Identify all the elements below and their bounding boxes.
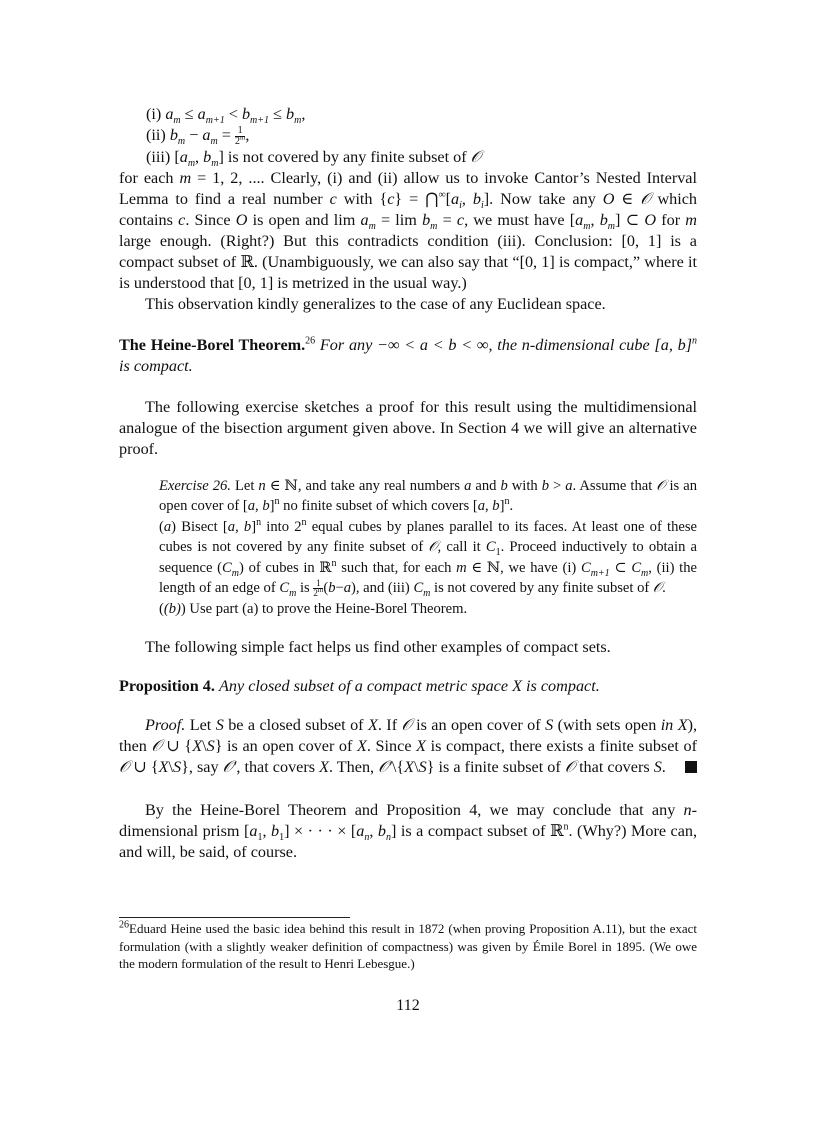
footnote-26 [119,920,697,973]
footnote-rule [119,917,350,918]
part-b-label: (b) [163,600,181,617]
exercise-label: Exercise 26. [159,477,231,494]
heine-borel-theorem: The Heine-Borel Theorem.$^{26}$ For any −∞ < a < b < ∞, the n-dimensional cube [a, b]$^n$ is compact. [119,335,698,375]
footnote-text: Eduard Heine used the basic idea behind this result in 1872 (when proving Proposition A.11), but the exact formulation (with a slightly weaker definition of compactness) was given by Émile Borel in 1895. (We owe the modern formulation of the result to Henri Lebesgue.) [119,921,697,971]
proposition-title: Proposition 4. [119,677,215,696]
proof-paragraph: Proof. Let S be a closed subset of X. If 𝒪 is an open cover of S (with sets open in X), then 𝒪 ∪ {X\S} is an open cover of X. Since X is compact, there exists a finite subset of 𝒪 ∪ {X\S}, say 𝒪′, that covers X. Then, 𝒪′\{X\S} is a finite subset of 𝒪 that covers S. [119,716,698,777]
conclusion-paragraph: By the Heine-Borel Theorem and Proposition 4, we may conclude that any n-dimensional prism [$a_1$, $b_1$] × · · · × [$a_n$, $b_n$] is a compact subset of ℝ$^n$. (Why?) More can, and will, be said, of course. [119,801,698,862]
qed-square-icon [685,761,697,773]
part-b-text: Use part (a) to prove the Heine-Borel Theorem. [189,600,468,617]
footnote-number: 26 [119,919,129,931]
exercise-intro-paragraph: The following exercise sketches a proof for this result using the multidimensional analogue of the bisection argument given above. In Section 4 we will give an alternative proof. [119,397,697,458]
exercise-26: Exercise 26. Let n ∈ ℕ, and take any real numbers a and b with b > a. Assume that 𝒪 is an open cover of [a, b]$^n$ no finite subset of which covers [a, b]$^n$. (a) Bisect [a, b]$^n$ into 2$^n$ equal cubes by planes parallel to its faces. At least one of these cubes is not covered by any finite subset of 𝒪, call it $C_1$. Proceed inductively to obtain a sequence $(C_m)$ of cubes in ℝ$^n$ such that, for each m ∈ ℕ, we have (i) $C_{m+1}$ ⊂ $C_m$, (ii) the length of an edge of $C_m$ is $\frac{1}{2^m}$ (b−a), and (iii) $C_m$ is not covered by any finite subset of 𝒪. ((b)) Use part (a) to prove the Heine-Borel Theorem. [159,477,698,617]
condition-iii: (iii) [$a_m$, $b_m$] is not covered by any finite subset of 𝒪 [146,147,481,170]
condition-i: (i) $a_m \le a_{m+1} < b_{m+1} \le b_m$, [146,105,306,127]
proof-label: Proof. [145,716,186,735]
nested-interval-paragraph: for each m = 1, 2, .... Clearly, (i) and (ii) allow us to invoke Cantor’s Nested Interval Lemma to find a real number c with $\{c\} = ⋂^\infty[a_i$, $b_i$]. Now take any O ∈ 𝒪 which contains c. Since O is open and $\lim a_m = \lim b_m = c$, we must have [$a_m$, $b_m$] ⊂ O for m large enough. (Right?) But this contradicts condition (iii). Conclusion: [0, 1] is a compact subset of ℝ. (Unambiguously, we can also say that “[0, 1] is compact,” where it is understood that [0, 1] is metrized in the usual way.) [119,168,698,292]
proposition-statement: Any closed subset of a compact metric space X is compact. [219,677,600,696]
condition-ii: (ii) $b_m - a_m$ = $\frac{1}{2^m}$ , [146,124,250,148]
simple-fact-paragraph: The following simple fact helps us find other examples of compact sets. [145,638,611,657]
page-body [119,104,697,863]
observation-paragraph: This observation kindly generalizes to the case of any Euclidean space. [145,294,606,313]
footnote-mark: 26 [305,335,316,347]
proposition-4 [119,676,697,697]
theorem-title: The Heine-Borel Theorem. [119,335,306,354]
page-number: 112 [396,997,420,1014]
